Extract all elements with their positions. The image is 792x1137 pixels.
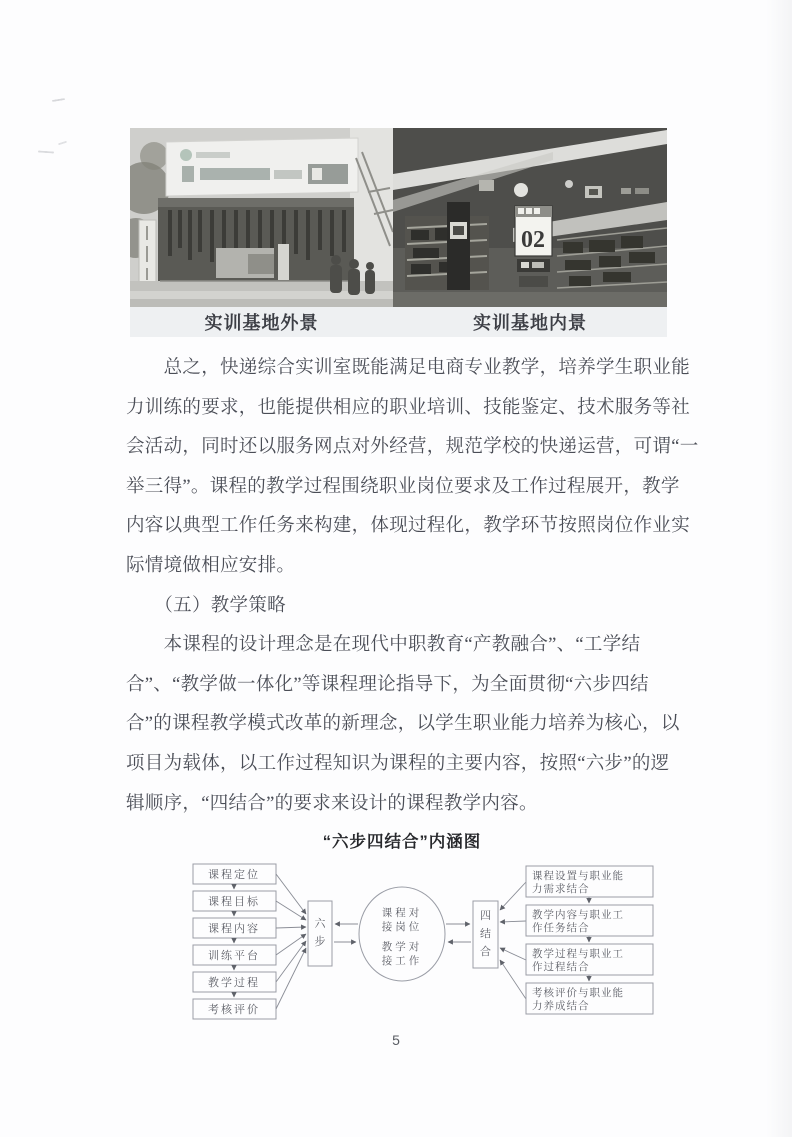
diagram-hub-six-steps: 六 [314,918,326,930]
paragraph-line: 际情境做相应安排。 [126,555,296,576]
diagram-right-box: 教学内容与职业工 [532,909,624,921]
section-heading: （五）教学策略 [126,595,286,616]
diagram-left-box: 考核评价 [208,1004,260,1016]
diagram-right-box: 力需求结合 [532,883,590,895]
caption-exterior: 实训基地外景 [204,313,319,333]
pen-mark [38,150,54,153]
diagram-right-box: 力养成结合 [532,1000,590,1012]
circle-line: 课程对 [381,907,423,919]
diagram-right-box: 作任务结合 [532,922,590,934]
six-step-four-combination-diagram [148,856,676,1034]
photo-captions [130,307,667,337]
pen-mark [58,141,67,146]
pen-mark [52,98,65,102]
diagram-left-box: 课程定位 [208,869,260,881]
page-number: 5 [392,1032,400,1048]
diagram-hub-four-combinations: 合 [480,946,491,958]
shelf-number-sign: 02 [521,227,545,253]
photo-figure [130,128,667,337]
diagram-left-box: 课程内容 [208,923,260,935]
diagram-right-box: 课程设置与职业能 [532,870,624,882]
circle-line: 接工作 [381,955,423,967]
caption-interior: 实训基地内景 [473,313,587,333]
diagram-hub-six-steps: 步 [314,936,326,948]
paragraph-line: 项目为载体，以工作过程知识为课程的主要内容，按照“六步”的逻 [126,753,670,774]
diagram-right-box: 教学过程与职业工 [532,948,624,960]
paragraph-line: 合”、“教学做一体化”等课程理论指导下，为全面贯彻“六步四结 [126,674,649,695]
paragraph-line: 内容以典型工作任务来构建，体现过程化，教学环节按照岗位作业实 [126,516,691,537]
diagram-left-box: 训练平台 [208,950,260,962]
paragraph-line: 本课程的设计理念是在现代中职教育“产教融合”、“工学结 [126,635,641,656]
diagram-title: “六步四结合”内涵图 [322,833,482,851]
diagram-right-box: 作过程结合 [532,961,590,973]
diagram-right-box: 考核评价与职业能 [532,987,624,999]
photo-training-base-exterior [130,128,393,307]
paragraph-line: 举三得”。课程的教学过程围绕职业岗位要求及工作过程展开，教学 [126,476,680,497]
circle-line: 教学对 [381,941,423,953]
diagram-hub-four-combinations: 四 [480,910,491,922]
paragraph-line: 合”的课程教学模式改革的新理念，以学生职业能力培养为核心，以 [126,714,680,735]
photo-training-base-interior [393,128,667,307]
diagram-left-box: 教学过程 [208,977,260,989]
paragraph-line: 会活动，同时还以服务网点对外经营，规范学校的快递运营，可谓“一 [126,437,699,458]
paragraph-line: 力训练的要求，也能提供相应的职业培训、技能鉴定、技术服务等社 [126,397,691,418]
paragraph-line: 总之，快递综合实训室既能满足电商专业教学，培养学生职业能 [126,358,691,378]
paragraph-line: 辑顺序，“四结合”的要求来设计的课程教学内容。 [126,793,538,814]
body-text [126,349,699,824]
diagram-left-box: 课程目标 [208,896,260,908]
diagram-hub-four-combinations: 结 [480,928,491,940]
circle-line: 接岗位 [381,921,423,933]
